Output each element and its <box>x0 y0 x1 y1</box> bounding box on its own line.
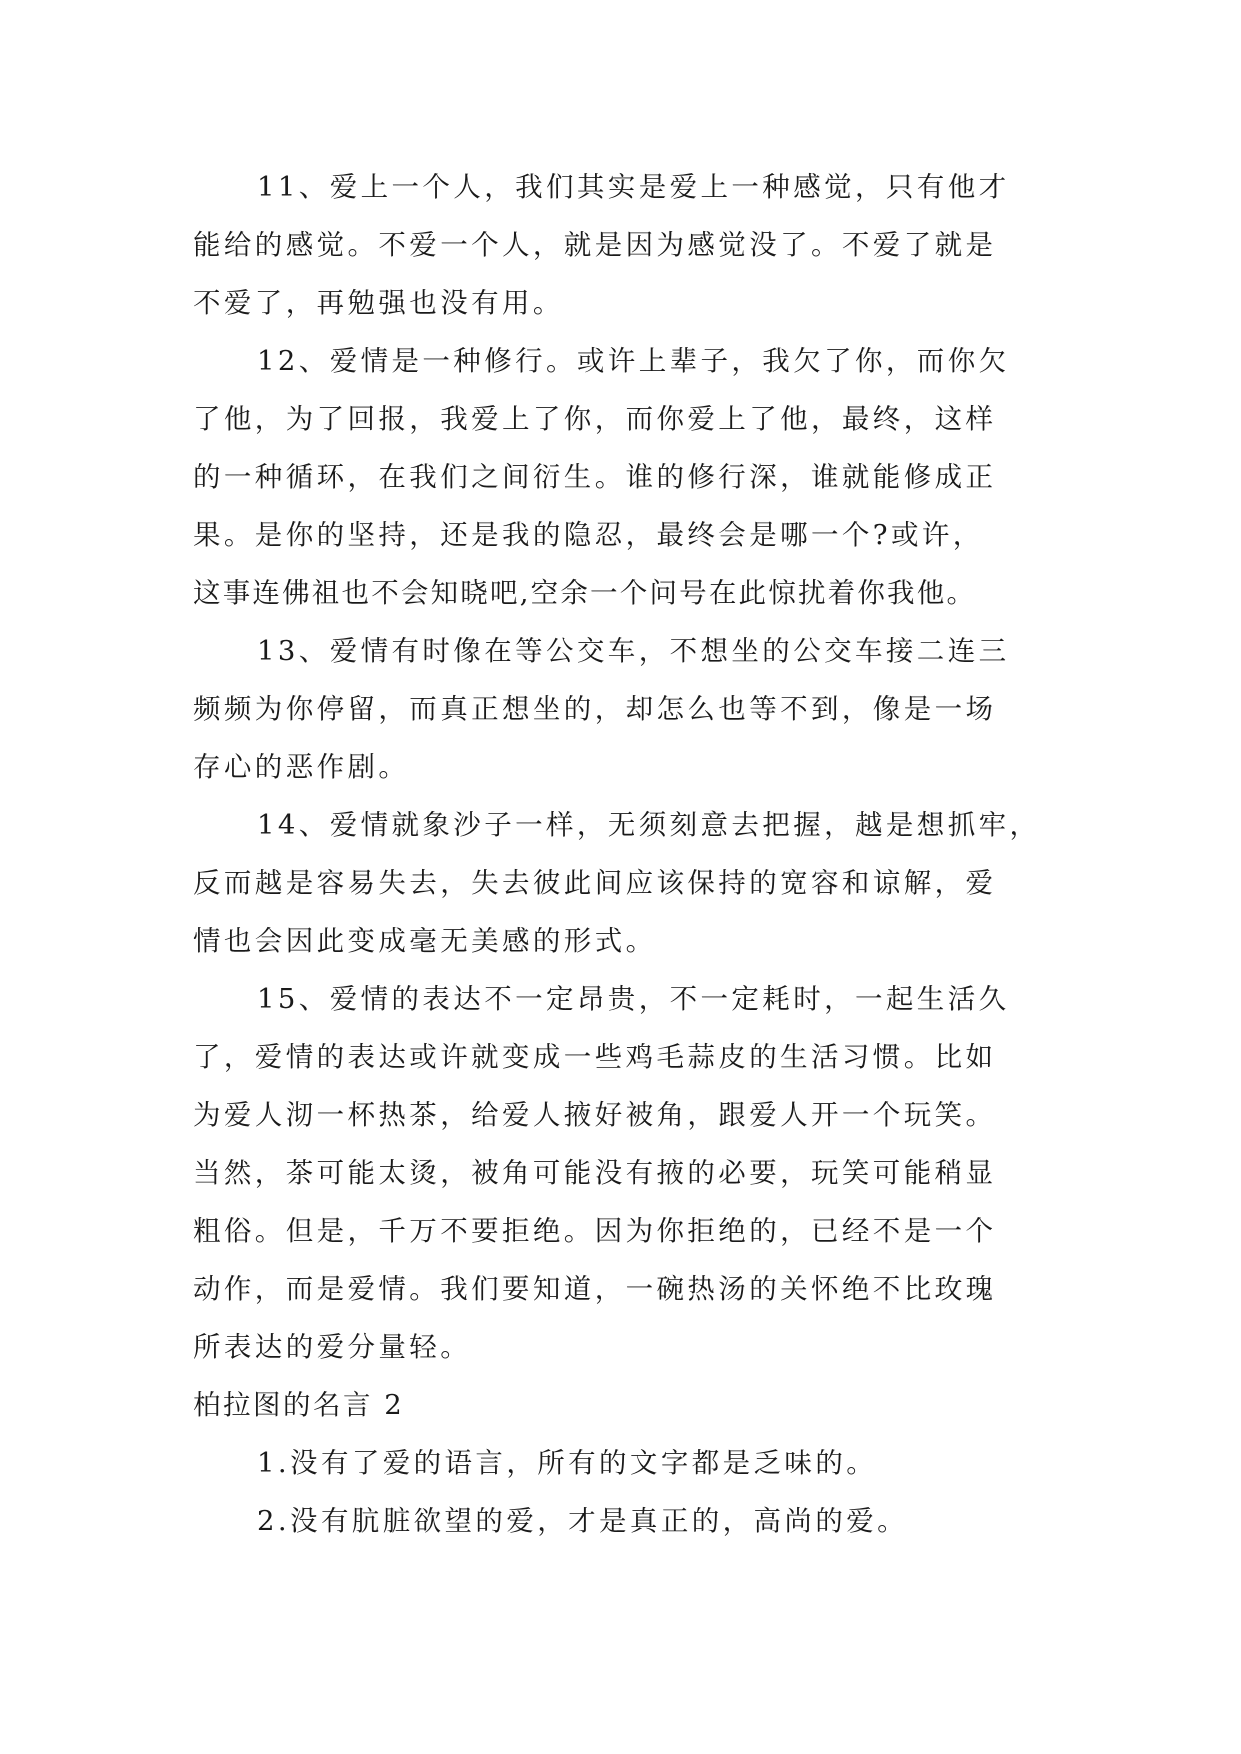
paragraph-12-line-1: 12、爱情是一种修行。或许上辈子，我欠了你，而你欠 <box>257 345 1010 377</box>
paragraph-14-line-2: 反而越是容易失去，失去彼此间应该保持的宽容和谅解，爱 <box>193 867 997 899</box>
paragraph-15-line-5: 粗俗。但是，千万不要拒绝。因为你拒绝的，已经不是一个 <box>193 1215 997 1247</box>
quote-2: 2.没有肮脏欲望的爱，才是真正的，高尚的爱。 <box>257 1505 909 1537</box>
paragraph-12-line-4: 果。是你的坚持，还是我的隐忍，最终会是哪一个?或许， <box>193 519 984 551</box>
paragraph-15-line-1: 15、爱情的表达不一定昂贵，不一定耗时，一起生活久 <box>257 983 1010 1015</box>
paragraph-11-line-2: 能给的感觉。不爱一个人，就是因为感觉没了。不爱了就是 <box>193 229 997 261</box>
paragraph-13-line-3: 存心的恶作剧。 <box>193 751 410 783</box>
paragraph-15-line-2: 了，爱情的表达或许就变成一些鸡毛蒜皮的生活习惯。比如 <box>193 1041 997 1073</box>
paragraph-15-line-3: 为爱人沏一杯热茶，给爱人掖好被角，跟爱人开一个玩笑。 <box>193 1099 997 1131</box>
quote-1: 1.没有了爱的语言，所有的文字都是乏味的。 <box>257 1447 878 1479</box>
paragraph-14-line-3: 情也会因此变成毫无美感的形式。 <box>193 925 657 957</box>
paragraph-15-line-6: 动作，而是爱情。我们要知道，一碗热汤的关怀绝不比玫瑰 <box>193 1273 997 1305</box>
paragraph-14-line-1: 14、爱情就象沙子一样，无须刻意去把握，越是想抓牢， <box>257 809 1041 841</box>
paragraph-11-line-1: 11、爱上一个人，我们其实是爱上一种感觉，只有他才 <box>257 171 1010 203</box>
paragraph-13-line-1: 13、爱情有时像在等公交车，不想坐的公交车接二连三 <box>257 635 1010 667</box>
paragraph-13-line-2: 频频为你停留，而真正想坐的，却怎么也等不到，像是一场 <box>193 693 997 725</box>
section-heading: 柏拉图的名言 2 <box>193 1389 405 1421</box>
paragraph-12-line-5: 这事连佛祖也不会知晓吧,空余一个问号在此惊扰着你我他。 <box>193 577 977 609</box>
paragraph-15-line-7: 所表达的爱分量轻。 <box>193 1331 472 1363</box>
paragraph-11-line-3: 不爱了，再勉强也没有用。 <box>193 287 564 319</box>
paragraph-15-line-4: 当然，茶可能太烫，被角可能没有掖的必要，玩笑可能稍显 <box>193 1157 997 1189</box>
paragraph-12-line-3: 的一种循环，在我们之间衍生。谁的修行深，谁就能修成正 <box>193 461 997 493</box>
paragraph-12-line-2: 了他，为了回报，我爱上了你，而你爱上了他，最终，这样 <box>193 403 997 435</box>
